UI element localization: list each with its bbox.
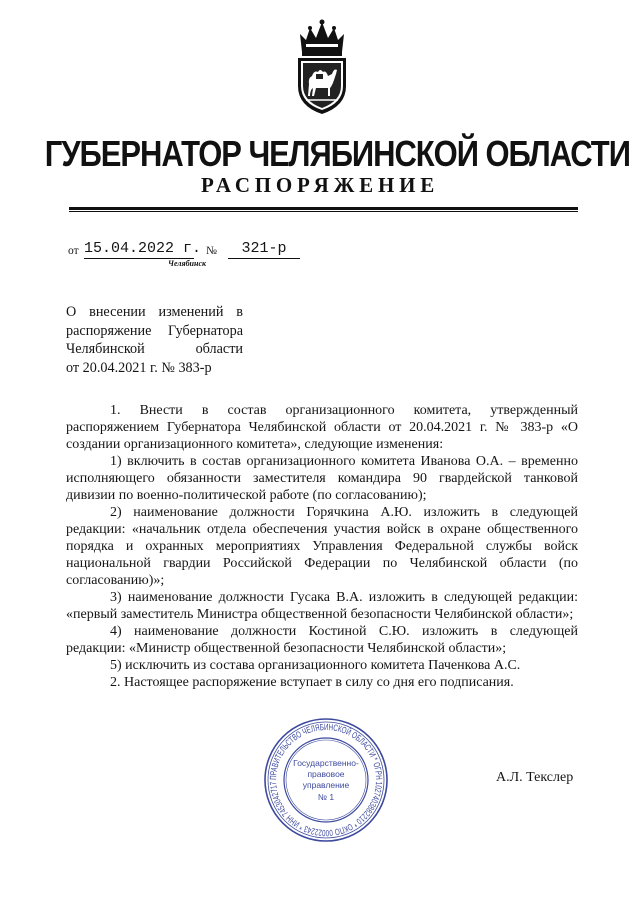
document-subject (66, 303, 243, 377)
document-date: 15.04.2022 г. (84, 240, 202, 257)
subject-line: распоряжение Губернатора (66, 322, 243, 339)
seal-center-line: Государственно- (293, 758, 359, 768)
subject-line: О внесении изменений в (66, 304, 243, 320)
body-paragraph: 2. Настоящее распоряжение вступает в силу со дня его подписания. (110, 675, 514, 690)
signatory-name: А.Л. Текслер (496, 770, 574, 785)
seal-center-line: правовое (307, 769, 345, 779)
body-paragraph: 5) исключить из состава организационного комитета Паченкова А.С. (110, 658, 521, 673)
body-paragraph: 2) наименование должности Горячкина А.Ю. изложить в следующей редакции: «начальник отдела обеспечения участия войск в охране общественного порядка и охранных мероприятиях Управления Федеральной службы войск национальной гвардии Российской Федерации по Челябинской области (по согласованию)»; (66, 505, 578, 588)
seal-center-line: управление (302, 780, 350, 790)
official-seal-stamp (262, 716, 390, 844)
header-rule-thick (69, 207, 578, 210)
document-body (66, 402, 578, 691)
coat-of-arms-icon (292, 16, 352, 116)
body-paragraph: 3) наименование должности Гусака В.А. изложить в следующей редакции: «первый заместитель Министра общественной безопасности Челябинской области»; (66, 590, 578, 622)
document-date-number-row (66, 240, 366, 262)
seal-center-line: № 1 (317, 792, 335, 802)
seal-ring-text: ПРАВИТЕЛЬСТВО ЧЕЛЯБИНСКОЙ ОБЛАСТИ * ОГРН 1027403882210 * ОКПО 00022243 * ИНН 7453042717 (267, 721, 385, 839)
body-paragraph: 1. Внести в состав организационного комитета, утвержденный распоряжением Губернатора Челябинской области от 20.04.2021 г. № 383-р «О создании организационного комитета», следующие изменения: (66, 403, 578, 452)
subject-line: от 20.04.2021 г. № 383-р (66, 359, 212, 376)
date-label: от (68, 245, 79, 257)
body-paragraph: 4) наименование должности Костиной С.Ю. изложить в следующей редакции: «Министр общественной безопасности Челябинской области»; (66, 624, 578, 656)
governor-title: ГУБЕРНАТОР ЧЕЛЯБИНСКОЙ ОБЛАСТИ (44, 133, 630, 174)
number-label: № (206, 245, 217, 257)
document-number: 321-р (228, 240, 300, 259)
subject-line: Челябинской области (66, 341, 243, 357)
body-paragraph: 1) включить в состав организационного комитета Иванова О.А. – временно исполняющего обязанности заместителя командира 90 гвардейской танковой дивизии по военно-политической работе (по согласованию); (66, 454, 578, 503)
header-rule-thin (69, 211, 578, 212)
document-type: РАСПОРЯЖЕНИЕ (200, 173, 440, 197)
city-label: Челябинск (168, 259, 207, 268)
